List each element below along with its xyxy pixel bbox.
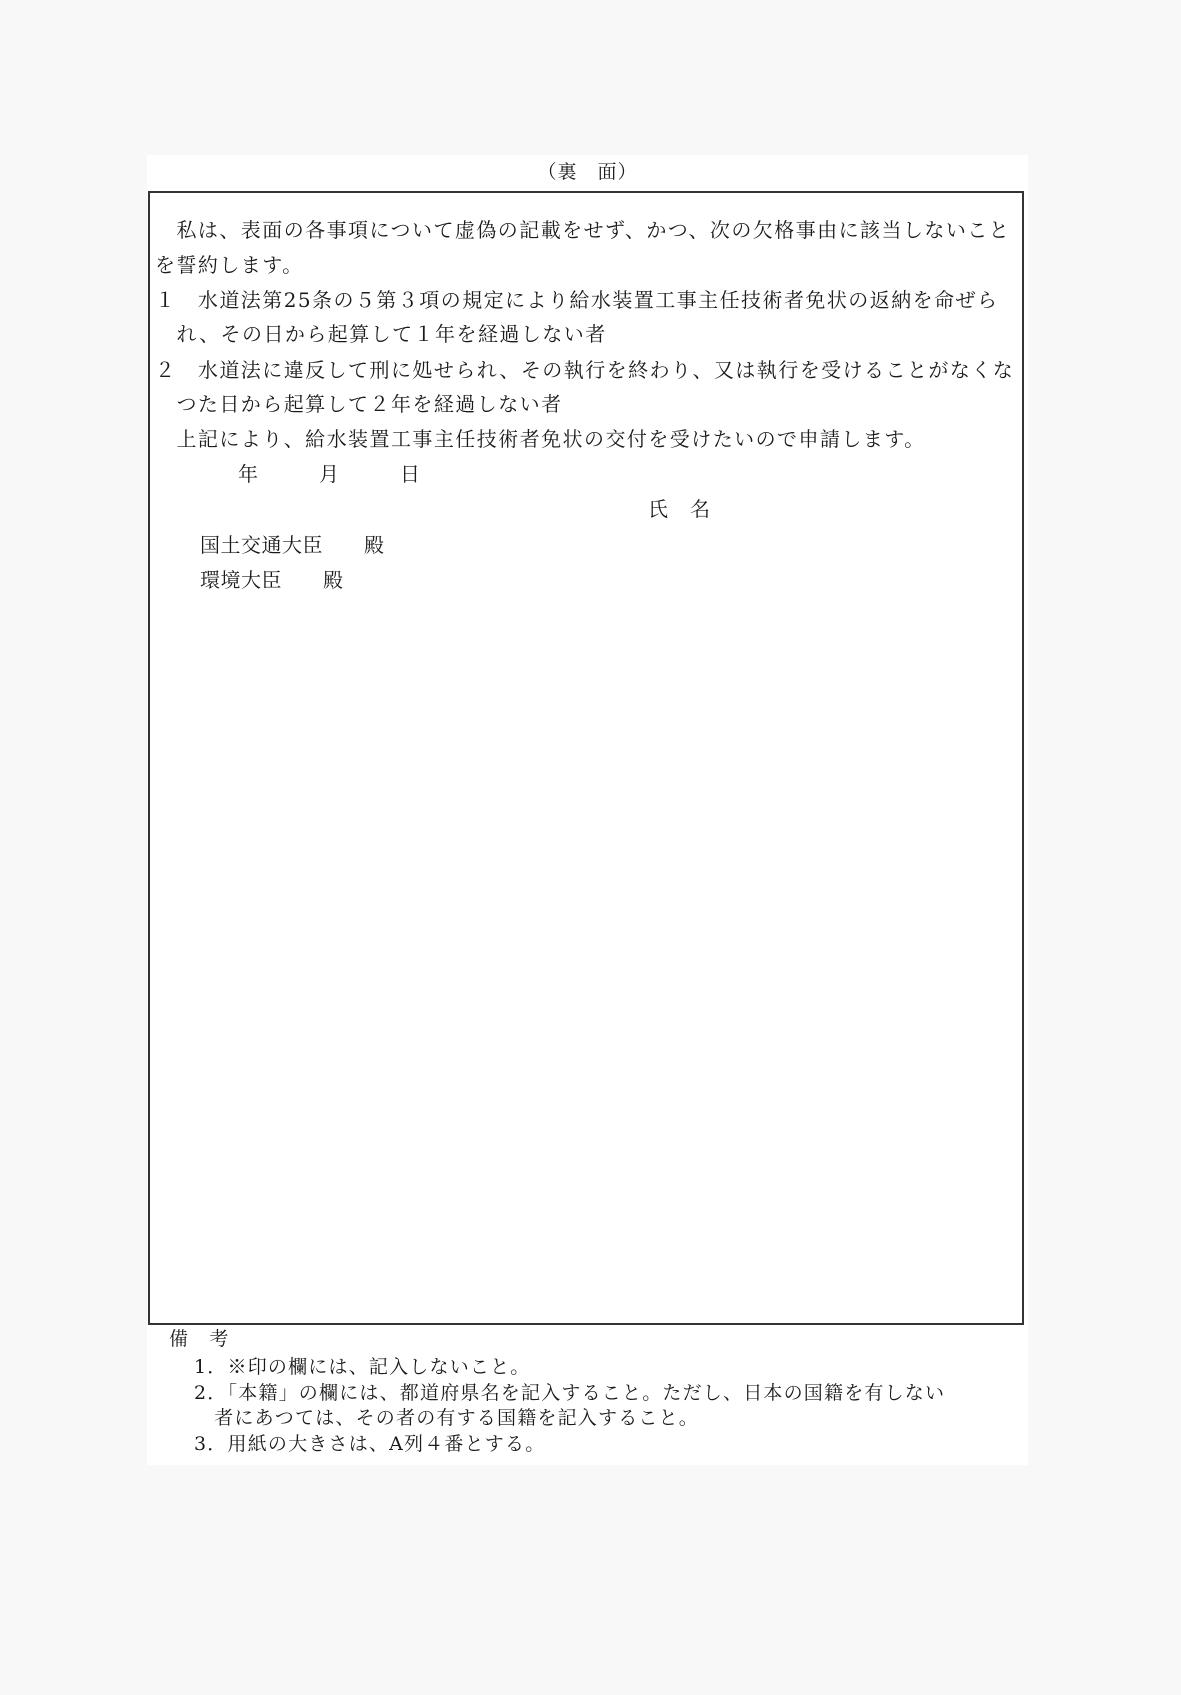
date-year-label: 年 xyxy=(238,462,258,486)
disqualification-item-2: ２ 水道法に違反して刑に処せられ、その執行を終わり、又は執行を受けることがなくな xyxy=(155,358,1015,382)
remark-item-1: 1．※印の欄には、記入しないこと。 xyxy=(194,1356,531,1378)
date-day-label: 日 xyxy=(400,462,420,486)
remarks-title: 備 考 xyxy=(169,1328,230,1350)
addressee-mlit: 国土交通大臣 殿 xyxy=(200,533,385,557)
declaration-box xyxy=(148,191,1024,1325)
remarks-section xyxy=(147,1327,1028,1465)
addressee-env: 環境大臣 殿 xyxy=(200,568,344,592)
remark-item-3: 3．用紙の大きさは、A列４番とする。 xyxy=(194,1433,546,1455)
document-page xyxy=(147,155,1028,1465)
remark-item-2: 2．「本籍」の欄には、都道府県名を記入すること。ただし、日本の国籍を有しない xyxy=(194,1382,946,1404)
page-side-heading: （裏 面） xyxy=(537,161,638,183)
disqualification-item-1-cont: れ、その日から起算して１年を経過しない者 xyxy=(155,322,607,346)
date-month-label: 月 xyxy=(319,462,339,486)
declaration-line: を誓約します。 xyxy=(155,253,304,277)
disqualification-item-1: １ 水道法第25条の５第３項の規定により給水装置工事主任技術者免状の返納を命ぜら xyxy=(155,288,999,312)
remark-item-2-cont: 者にあつては、その者の有する国籍を記入すること。 xyxy=(194,1407,700,1429)
application-statement: 上記により、給水装置工事主任技術者免状の交付を受けたいので申請します。 xyxy=(155,427,926,451)
declaration-line: 私は、表面の各事項について虚偽の記載をせず、かつ、次の欠格事由に該当しないこと xyxy=(155,218,1011,242)
disqualification-item-2-cont: つた日から起算して２年を経過しない者 xyxy=(155,392,563,416)
applicant-name-label: 氏 名 xyxy=(648,497,711,521)
